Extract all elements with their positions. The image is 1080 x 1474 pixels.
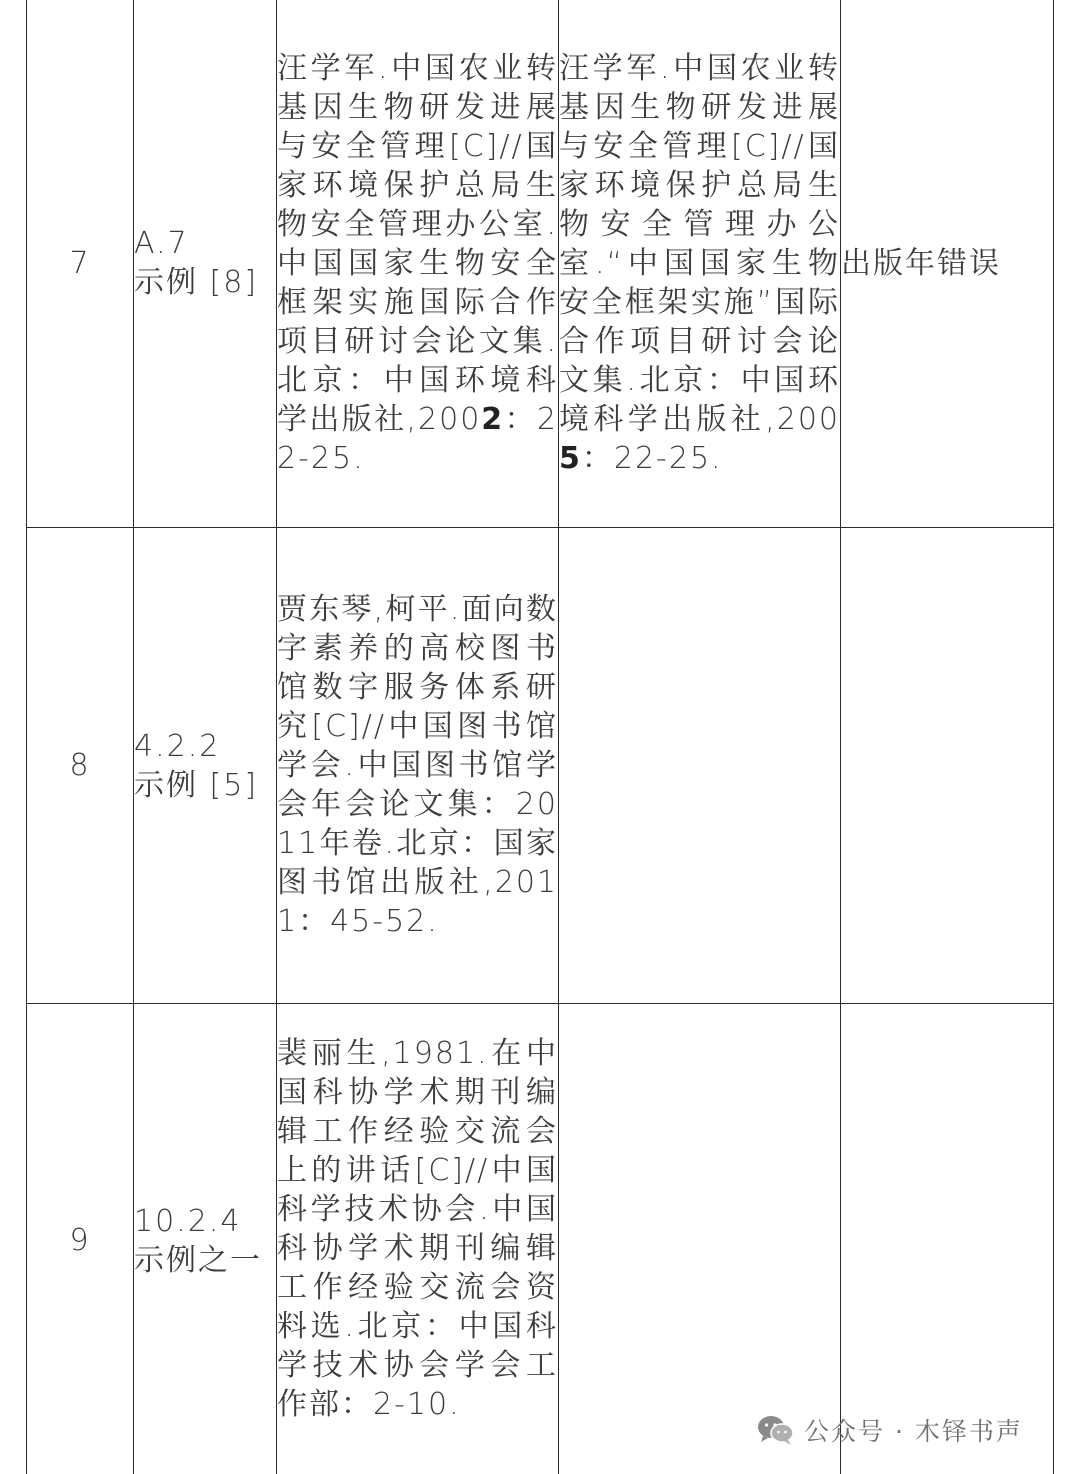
original-reference [277, 0, 559, 528]
highlight-digit: 5 [559, 440, 582, 476]
table-row [27, 1004, 1054, 1474]
corrected-text-tail: ：22-25. [581, 440, 723, 476]
corrected-reference [559, 528, 841, 1004]
highlight-digit: 2 [481, 401, 505, 437]
row-number: 8 [27, 528, 134, 1004]
corrected-reference [559, 1004, 841, 1474]
comparison-table [26, 0, 1054, 1474]
row-number: 7 [27, 0, 134, 528]
corrected-text: 汪学军.中国农业转基因生物研发进展与安全管理[C]//国家环境保护总局生物安全管理办公室.“中国国家生物安全框架实施”国际合作项目研讨会论文集.北京：中国环境科学出版社,200 [559, 50, 840, 437]
error-note [841, 1004, 1054, 1474]
corrected-reference [559, 0, 841, 528]
error-note: 出版年错误 [841, 0, 1054, 528]
section-line2: 示例之一 [134, 1242, 262, 1278]
section-ref [134, 1004, 277, 1474]
section-ref [134, 0, 277, 528]
watermark [756, 1412, 1023, 1448]
section-line2: 示例 [5] [134, 767, 259, 803]
table-row [27, 528, 1054, 1004]
section-line2: 示例 [8] [134, 265, 259, 300]
wechat-icon [756, 1414, 796, 1446]
error-note [841, 528, 1054, 1004]
section-line1: 10.2.4 [134, 1203, 242, 1239]
original-reference: 贾东琴,柯平.面向数字素养的高校图书馆数字服务体系研究[C]//中国图书馆学会.中国图书馆学会年会论文集：2011年卷.北京：国家图书馆出版社,2011：45-52. [277, 528, 559, 1004]
reference-text: 汪学军.中国农业转基因生物研发进展与安全管理[C]//国家环境保护总局生物安全管理办公室.中国国家生物安全框架实施国际合作项目研讨会论文集.北京：中国环境科学出版社,200 [277, 50, 558, 437]
reference-text-tail: ：22-25. [277, 401, 559, 476]
original-reference: 裴丽生,1981.在中国科协学术期刊编辑工作经验交流会上的讲话[C]//中国科学技术协会.中国科协学术期刊编辑工作经验交流会资料选.北京：中国科学技术协会学会工作部：2-10. [277, 1004, 559, 1474]
section-line1: 4.2.2 [134, 728, 221, 764]
section-ref [134, 528, 277, 1004]
section-line1: A.7 [134, 226, 189, 261]
table-row [27, 0, 1054, 528]
watermark-text: 公众号 · 木铎书声 [804, 1417, 1023, 1446]
row-number: 9 [27, 1004, 134, 1474]
